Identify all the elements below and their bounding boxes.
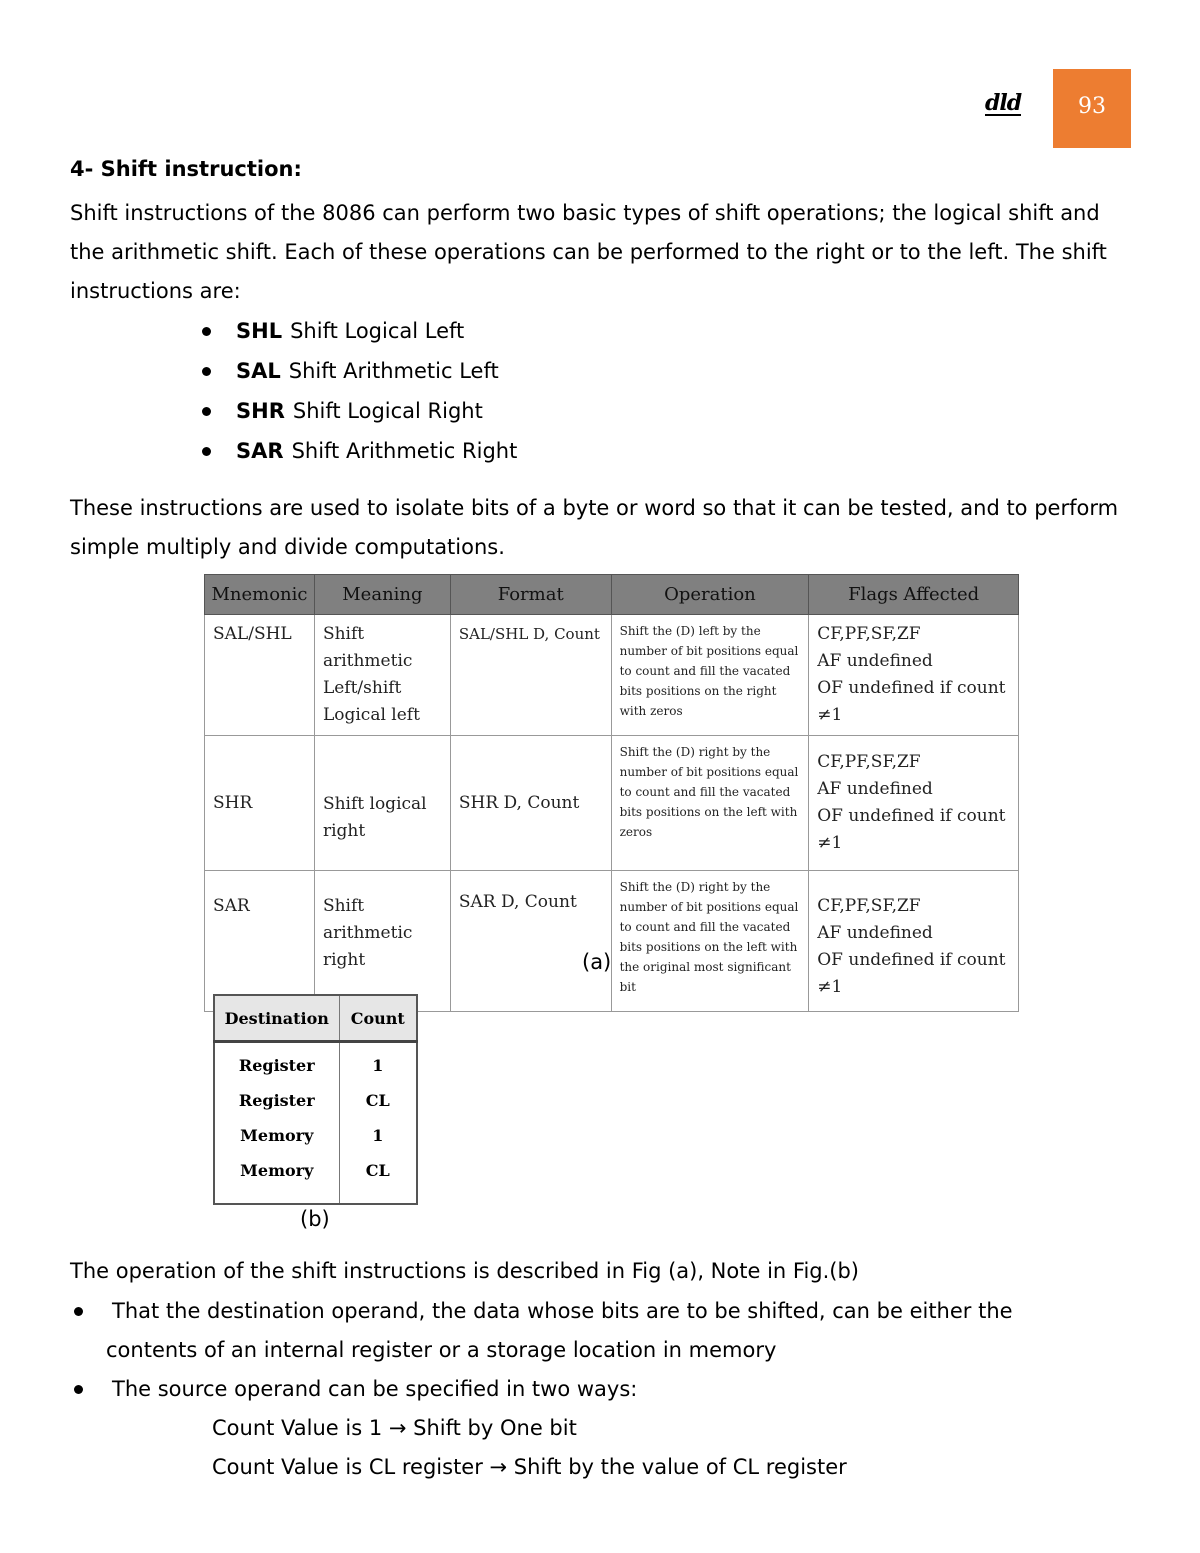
flags-line: OF undefined if count ≠1 bbox=[817, 950, 1006, 997]
table-row bbox=[205, 871, 1019, 1012]
section-heading: 4- Shift instruction: bbox=[70, 157, 302, 181]
format-cell: SAL/SHL D, Count bbox=[450, 615, 611, 736]
notes-intro: The operation of the shift instructions is described in Fig (a), Note in Fig.(b) bbox=[70, 1259, 859, 1283]
count-cell: 1 bbox=[339, 1118, 417, 1153]
intro-paragraph: Shift instructions of the 8086 can perform two basic types of shift operations; the logical shift and the arithmetic shift. Each of these operations can be performed to the right or to the left. The shift instructions are: bbox=[70, 201, 1107, 303]
column-header: Operation bbox=[611, 575, 809, 615]
flags-line: AF undefined bbox=[817, 651, 933, 671]
destination-cell: Register bbox=[214, 1083, 339, 1118]
table-row bbox=[214, 1083, 417, 1118]
column-header: Meaning bbox=[314, 575, 450, 615]
notes-list bbox=[70, 1292, 1100, 1370]
note-text: The source operand can be specified in two ways: bbox=[112, 1377, 638, 1401]
publisher-logo: dld bbox=[985, 90, 1022, 116]
figure-b-caption: (b) bbox=[300, 1207, 330, 1231]
destination-cell: Register bbox=[214, 1042, 339, 1084]
flags-cell bbox=[809, 615, 1019, 736]
instruction-mnemonic: SAR bbox=[236, 439, 284, 463]
list-item bbox=[70, 1292, 1100, 1370]
column-header: Count bbox=[339, 995, 417, 1042]
instruction-name: Shift Logical Right bbox=[292, 399, 483, 423]
operation-cell: Shift the (D) left by the number of bit positions equal to count and fill the vacated bits positions on the right with zeros bbox=[611, 615, 809, 736]
flags-line: AF undefined bbox=[817, 779, 933, 799]
table-row bbox=[205, 615, 1019, 736]
flags-cell bbox=[809, 871, 1019, 1012]
operation-cell: Shift the (D) right by the number of bit positions equal to count and fill the vacated bits positions on the left with zeros bbox=[611, 736, 809, 871]
list-item bbox=[70, 1370, 1100, 1409]
column-header: Format bbox=[450, 575, 611, 615]
mnemonic-cell: SHR bbox=[205, 736, 315, 871]
page-number-badge: 93 bbox=[1053, 69, 1131, 148]
instruction-mnemonic: SHL bbox=[236, 319, 283, 343]
instruction-mnemonic: SHR bbox=[236, 399, 285, 423]
instruction-name: Shift Logical Left bbox=[290, 319, 465, 343]
instruction-mnemonic: SAL bbox=[236, 359, 281, 383]
figure-a-caption: (a) bbox=[582, 950, 612, 974]
mnemonic-cell: SAR bbox=[205, 871, 315, 1012]
purpose-paragraph: These instructions are used to isolate bits of a byte or word so that it can be tested, and to perform simple multiply and divide computations. bbox=[70, 496, 1119, 559]
flags-line: CF,PF,SF,ZF bbox=[817, 896, 921, 916]
table-row bbox=[214, 1153, 417, 1204]
instruction-name: Shift Arithmetic Right bbox=[291, 439, 518, 463]
flags-line: OF undefined if count ≠1 bbox=[817, 678, 1006, 725]
count-cell: CL bbox=[339, 1153, 417, 1204]
table-header-row bbox=[214, 995, 417, 1042]
flags-cell bbox=[809, 736, 1019, 871]
table-row bbox=[214, 1042, 417, 1084]
count-cell: 1 bbox=[339, 1042, 417, 1084]
meaning-cell: Shift arithmetic right bbox=[314, 871, 450, 1012]
flags-line: OF undefined if count ≠1 bbox=[817, 806, 1006, 853]
destination-cell: Memory bbox=[214, 1118, 339, 1153]
mnemonic-cell: SAL/SHL bbox=[205, 615, 315, 736]
count-rule-cl: Count Value is CL register → Shift by the value of CL register bbox=[212, 1455, 847, 1479]
count-rule-one: Count Value is 1 → Shift by One bit bbox=[212, 1416, 577, 1440]
meaning-cell: Shift arithmetic Left/shift Logical left bbox=[314, 615, 450, 736]
instruction-list bbox=[200, 311, 517, 471]
destination-count-table bbox=[213, 994, 418, 1205]
list-item bbox=[200, 391, 517, 431]
list-item bbox=[200, 311, 517, 351]
shift-instructions-table bbox=[204, 574, 1019, 1012]
list-item bbox=[200, 351, 517, 391]
flags-line: CF,PF,SF,ZF bbox=[817, 752, 921, 772]
note-text: That the destination operand, the data whose bits are to be shifted, can be either the contents of an internal register or a storage location in memory bbox=[106, 1299, 1013, 1362]
column-header: Mnemonic bbox=[205, 575, 315, 615]
list-item bbox=[200, 431, 517, 471]
notes-list bbox=[70, 1370, 1100, 1409]
table-row bbox=[214, 1118, 417, 1153]
format-cell: SHR D, Count bbox=[450, 736, 611, 871]
column-header: Destination bbox=[214, 995, 339, 1042]
count-cell: CL bbox=[339, 1083, 417, 1118]
meaning-cell: Shift logical right bbox=[314, 736, 450, 871]
table-row bbox=[205, 736, 1019, 871]
flags-line: AF undefined bbox=[817, 923, 933, 943]
destination-cell: Memory bbox=[214, 1153, 339, 1204]
format-cell: SAR D, Count bbox=[450, 871, 611, 1012]
flags-line: CF,PF,SF,ZF bbox=[817, 624, 921, 644]
column-header: Flags Affected bbox=[809, 575, 1019, 615]
instruction-name: Shift Arithmetic Left bbox=[288, 359, 499, 383]
operation-cell: Shift the (D) right by the number of bit positions equal to count and fill the vacated bits positions on the left with the original most significant bit bbox=[611, 871, 809, 1012]
table-header-row bbox=[205, 575, 1019, 615]
